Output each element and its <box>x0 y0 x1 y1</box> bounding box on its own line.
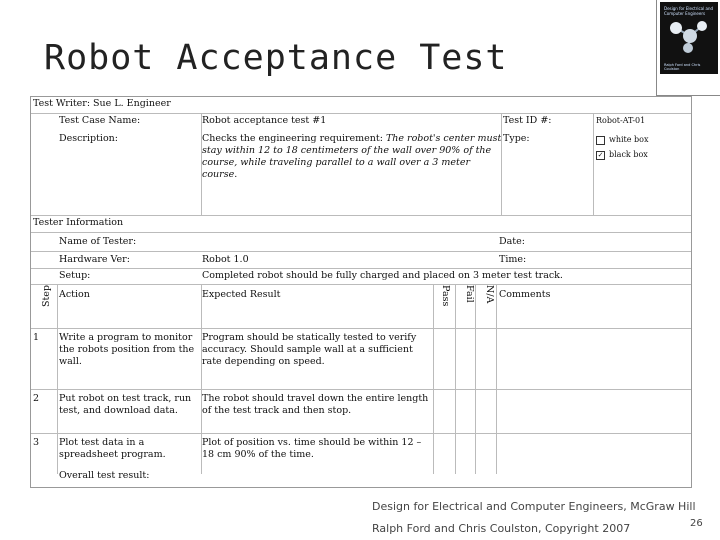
description-label: Description: <box>59 133 118 144</box>
footer-citation <box>372 496 696 540</box>
step-expected-result: Program should be statically tested to verify accuracy. Should sample wall at a sufficient rate depending on speed. <box>202 332 417 367</box>
overall-test-result: Overall test result: <box>59 470 150 481</box>
checkbox-checked-icon[interactable]: ✓ <box>597 150 604 159</box>
grid-line <box>31 268 691 269</box>
setup-label: Setup: <box>59 270 91 281</box>
header-pass: Pass <box>440 285 451 307</box>
tester-information-heading: Tester Information <box>33 217 124 228</box>
name-of-tester-label: Name of Tester: <box>59 236 137 247</box>
header-step: Step <box>41 285 52 308</box>
test-case-name-label: Test Case Name: <box>59 115 141 126</box>
grid-line <box>31 113 691 114</box>
step-expected-result: The robot should travel down the entire length of the test track and then stop. <box>202 393 429 416</box>
step-expected-result: Plot of position vs. time should be within 12 – 18 cm 90% of the time. <box>202 437 422 460</box>
test-id-label: Test ID #: <box>503 115 552 126</box>
description-value: Checks the engineering requirement: The robot's center must stay within 12 to 18 centimeters of the wall over 90% of the course, while traveling parallel to a wall over a 3 meter course. <box>202 133 502 180</box>
header-action: Action <box>59 289 90 300</box>
corner-divider-vertical <box>656 0 657 96</box>
header-expected-result: Expected Result <box>202 289 281 300</box>
grid-line <box>31 251 691 252</box>
molecule-graphic <box>668 18 710 54</box>
slide-title: Robot Acceptance Test <box>44 38 508 78</box>
grid-line <box>31 284 691 285</box>
book-cover-thumbnail <box>660 2 718 74</box>
header-na: N/A <box>484 285 495 304</box>
date-label: Date: <box>499 236 525 247</box>
grid-line <box>31 232 691 233</box>
time-label: Time: <box>499 254 527 265</box>
step-number: 2 <box>33 393 40 404</box>
grid-line <box>496 284 497 474</box>
test-id-value: Robot-AT-01 <box>596 116 646 125</box>
grid-line <box>31 389 691 390</box>
page-number: 26 <box>690 518 703 529</box>
grid-line <box>31 215 691 216</box>
step-number: 1 <box>33 332 40 343</box>
step-number: 3 <box>33 437 40 448</box>
grid-line <box>201 113 202 215</box>
test-case-name-value: Robot acceptance test #1 <box>202 115 327 126</box>
book-cover-title: Design for Electrical and Computer Engineers <box>664 6 714 16</box>
grid-line <box>455 284 456 474</box>
header-comments: Comments <box>499 289 551 300</box>
grid-line <box>57 284 58 474</box>
type-label: Type: <box>503 133 530 144</box>
grid-line <box>501 113 502 215</box>
grid-line <box>475 284 476 474</box>
step-action: Plot test data in a spreadsheet program. <box>59 437 166 460</box>
hardware-ver-value: Robot 1.0 <box>202 254 249 265</box>
footer-line-2: Ralph Ford and Chris Coulston, Copyright 2007 <box>372 522 631 535</box>
grid-line <box>593 113 594 215</box>
type-option-white-box[interactable]: white box <box>596 134 649 146</box>
description-italic: The robot's center must stay within 12 to 18 centimeters of the wall over 90% of the course, while traveling parallel to a wall over a 3 meter course. <box>202 133 502 180</box>
step-action: Write a program to monitor the robots position from the wall. <box>59 332 195 367</box>
test-document <box>30 96 692 488</box>
footer-line-1: Design for Electrical and Computer Engineers, McGraw Hill <box>372 500 696 513</box>
setup-value: Completed robot should be fully charged and placed on 3 meter test track. <box>202 270 563 281</box>
header-fail: Fail <box>464 285 475 303</box>
book-cover-authors: Ralph Ford and Chris Coulston <box>664 63 701 71</box>
grid-line <box>433 284 434 474</box>
grid-line <box>31 328 691 329</box>
grid-line <box>31 433 691 434</box>
checkbox-unchecked-icon[interactable] <box>596 136 605 145</box>
step-action: Put robot on test track, run test, and download data. <box>59 393 192 416</box>
type-option-black-box[interactable]: ✓ black box <box>597 150 648 159</box>
hardware-ver-label: Hardware Ver: <box>59 254 130 265</box>
test-writer: Test Writer: Sue L. Engineer <box>33 98 171 109</box>
